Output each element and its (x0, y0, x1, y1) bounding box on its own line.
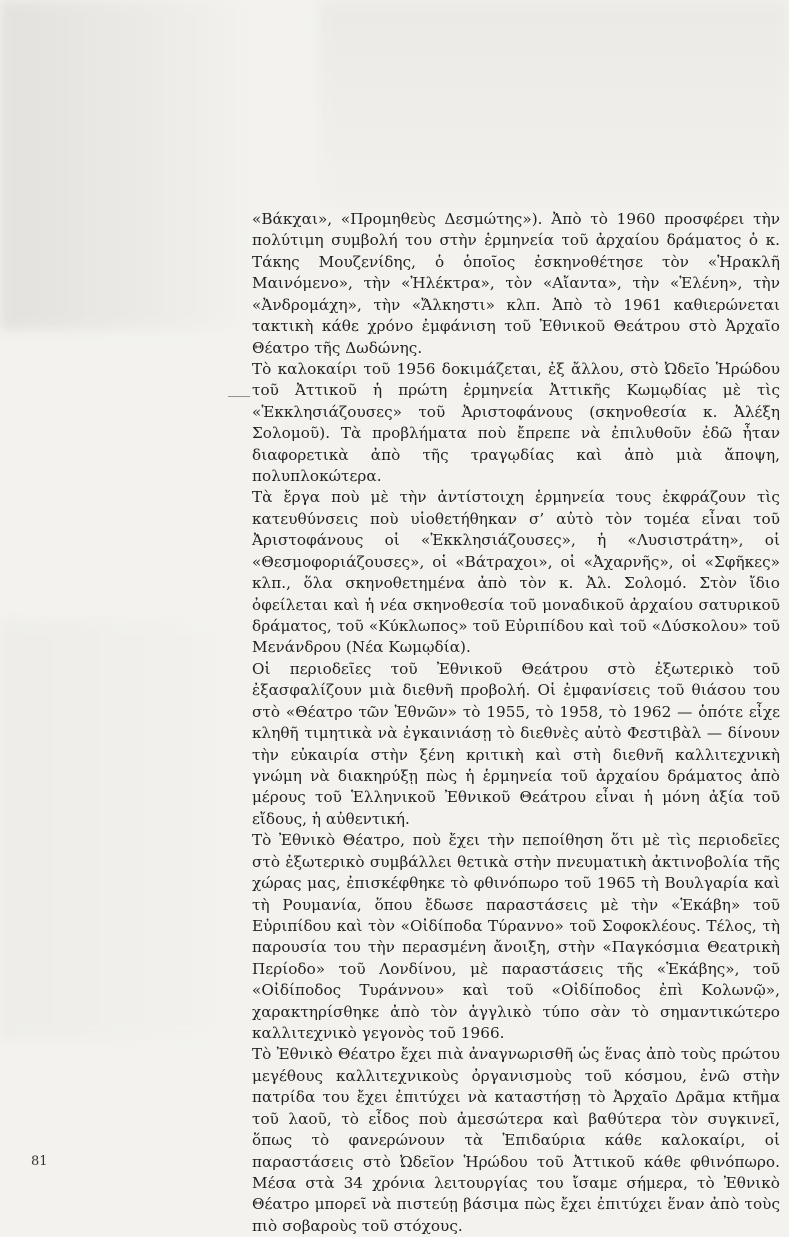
body-text (252, 209, 780, 1237)
show-through-header-right (319, 0, 789, 210)
show-through-margin-left (0, 620, 230, 1040)
paragraph-3: Τὰ ἔργα ποὺ μὲ τὴν ἀντίστοιχη ἑρμηνεία τους ἐκφράζουν τὶς κατευθύνσεις ποὺ υἱοθετήθηκαν σ’ αὐτὸ τὸν τομέα εἶναι τοῦ Ἀριστοφάνους οἱ «Ἐκκλησιάζουσες», ἡ «Λυσιστράτη», οἱ «Θεσμοφοριάζουσες», οἱ «Βάτραχοι», οἱ «Ἀχαρνῆς», οἱ «Σφῆκες» κλπ., ὅλα σκηνοθετημένα ἀπὸ τὸν κ. Ἀλ. Σολομό. Στὸν ἴδιο ὀφείλεται καὶ ἡ νέα σκηνοθεσία τοῦ μοναδικοῦ ἀρχαίου σατυρικοῦ δράματος, τοῦ «Κύκλωπος» τοῦ Εὐριπίδου καὶ τοῦ «Δύσκολου» τοῦ Μενάνδρου (Νέα Κωμῳδία). (252, 488, 780, 657)
paragraph-4: Οἱ περιοδεῖες τοῦ Ἐθνικοῦ Θεάτρου στὸ ἐξωτερικὸ τοῦ ἐξασφαλίζουν μιὰ διεθνῆ προβολή. Οἱ ἐμφανίσεις τοῦ θιάσου του στὸ «Θέατρο τῶν Ἐθνῶν» τὸ 1955, τὸ 1958, τὸ 1962 — ὁπότε εἶχε κληθῆ τιμητικὰ νὰ ἐγκαινιάσῃ τὸ διεθνὲς αὐτὸ Φεστιβὰλ — δίνουν τὴν εὐκαιρία στὴν ξένη κριτικὴ καὶ στὴ διεθνῆ καλλιτεχνικὴ γνώμη νὰ διακηρύξῃ πὼς ἡ ἑρμηνεία τοῦ ἀρχαίου δράματος ἀπὸ μέρους τοῦ Ἑλληνικοῦ Ἐθνικοῦ Θεάτρου εἶναι ἡ μόνη ἀξία τοῦ εἴδους, ἡ αὐθεντική. (252, 659, 780, 828)
show-through-photo-left (0, 0, 250, 330)
margin-mark (228, 396, 250, 397)
paragraph-5: Τὸ Ἐθνικὸ Θέατρο, ποὺ ἔχει τὴν πεποίθηση ὅτι μὲ τὶς περιοδεῖες στὸ ἐξωτερικὸ συμβάλλει θετικὰ στὴν πνευματικὴ ἀκτινοβολία τῆς χώρας μας, ἐπισκέφθηκε τὸ φθινόπωρο τοῦ 1965 τὴ Βουλγαρία καὶ τὴ Ρουμανία, ὅπου ἔδωσε παραστάσεις μὲ τὴν «Ἑκάβη» τοῦ Εὐριπίδου καὶ τὸν «Οἰδίποδα Τύραννο» τοῦ Σοφοκλέους. Τέλος, τὴ παρουσία του τὴν περασμένη ἄνοιξη, στὴν «Παγκόσμια Θεατρικὴ Περίοδο» τοῦ Λονδίνου, μὲ παραστάσεις τῆς «Ἑκάβης», τοῦ «Οἰδίποδος Τυράννου» καὶ τοῦ «Οἰδίποδος ἐπὶ Κολωνῷ», χαρακτηρίσθηκε ἀπὸ τὸν ἀγγλικὸ τύπο σὰν τὸ σημαντικώτερο καλλιτεχνικὸ γεγονὸς τοῦ 1966. (252, 831, 780, 1043)
paragraph-2: Τὸ καλοκαίρι τοῦ 1956 δοκιμάζεται, ἐξ ἄλλου, στὸ Ὠδεῖο Ἡρώδου τοῦ Ἀττικοῦ ἡ πρώτη ἑρμηνεία Ἀττικῆς Κωμῳδίας μὲ τὶς «Ἐκκλησιάζουσες» τοῦ Ἀριστοφάνους (σκηνοθεσία κ. Ἀλέξη Σολομοῦ). Τὰ προβλήματα ποὺ ἔπρεπε νὰ ἐπιλυθοῦν ἐδῶ ἦταν διαφορετικὰ ἀπὸ τῆς τραγῳδίας καὶ ἀπὸ μιὰ ἄποψη, πολυπλοκώτερα. (252, 359, 780, 486)
paragraph-1: «Βάκχαι», «Προμηθεὺς Δεσμώτης»). Ἀπὸ τὸ 1960 προσφέρει τὴν πολύτιμη συμβολή του στὴν ἑρμηνεία τοῦ ἀρχαίου δράματος ὁ κ. Τάκης Μουζενίδης, ὁ ὁποῖος ἐσκηνοθέτησε τὸν «Ἡρακλῆ Μαινόμενο», τὴν «Ἠλέκτρα», τὸν «Αἴαντα», τὴν «Ἑλένη», τὴν «Ἀνδρομάχη», τὴν «Ἄλκηστι» κλπ. Ἀπὸ τὸ 1961 καθιερώνεται τακτικὴ κάθε χρόνο ἐμφάνιση τοῦ Ἐθνικοῦ Θεάτρου στὸ Ἀρχαῖο Θέατρο τῆς Δωδώνης. (252, 210, 780, 357)
paragraph-6: Τὸ Ἐθνικὸ Θέατρο ἔχει πιὰ ἀναγνωρισθῆ ὡς ἕνας ἀπὸ τοὺς πρώτου μεγέθους καλλιτεχνικοὺς ὀργανισμοὺς τοῦ κόσμου, ἐνῶ στὴν πατρίδα του ἔχει ἐπιτύχει νὰ καταστήσῃ τὸ Ἀρχαῖο Δρᾶμα κτῆμα τοῦ λαοῦ, τὸ εἶδος ποὺ ἀμεσώτερα καὶ βαθύτερα τὸν συγκινεῖ, ὅπως τὸ φανερώνουν τὰ Ἐπιδαύρια κάθε καλοκαίρι, οἱ παραστάσεις στὸ Ὠδεῖον Ἡρώδου τοῦ Ἀττικοῦ κάθε φθινόπωρο. Μέσα στὰ 34 χρόνια λειτουργίας του ἴσαμε σήμερα, τὸ Ἐθνικὸ Θέατρο μπορεῖ νὰ πιστεύῃ βάσιμα πὼς ἔχει ἐπιτύχει ἕναν ἀπὸ τοὺς πιὸ σοβαροὺς τοῦ στόχους. (252, 1045, 780, 1235)
page-number: 81 (31, 1154, 48, 1169)
